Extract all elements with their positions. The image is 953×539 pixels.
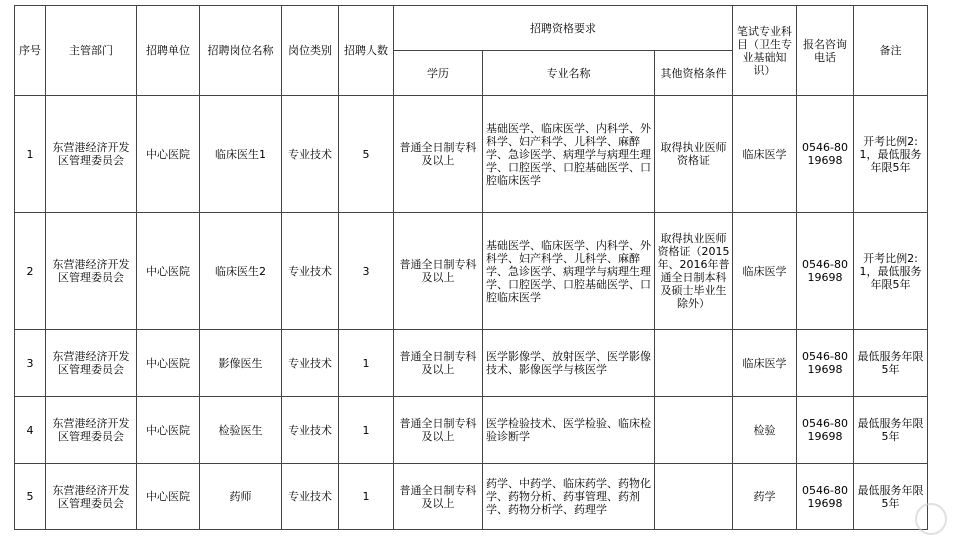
cell-other [655,464,733,530]
cell-remarks: 最低服务年限5年 [854,397,928,464]
cell-count: 3 [339,213,394,330]
cell-category: 专业技术 [282,96,339,213]
table-row [15,213,928,330]
cell-major: 医学影像学、放射医学、医学影像技术、影像医学与核医学 [483,330,655,397]
table-row [15,464,928,530]
cell-position: 影像医生 [200,330,282,397]
cell-count: 1 [339,397,394,464]
cell-other: 取得执业医师资格证 [655,96,733,213]
cell-position: 临床医生1 [200,96,282,213]
cell-count: 1 [339,464,394,530]
cell-major: 基础医学、临床医学、内科学、外科学、妇产科学、儿科学、麻醉学、急诊医学、病理学与病理生理学、口腔医学、口腔基础医学、口腔临床医学 [483,96,655,213]
cell-count: 5 [339,96,394,213]
header-seq: 序号 [15,6,46,96]
cell-remarks: 开考比例2:1，最低服务年限5年 [854,213,928,330]
header-major: 专业名称 [483,51,655,96]
cell-unit: 中心医院 [137,330,200,397]
cell-education: 普通全日制专科及以上 [394,464,483,530]
cell-phone: 0546-8019698 [797,397,854,464]
cell-count: 1 [339,330,394,397]
cell-phone: 0546-8019698 [797,96,854,213]
table-body [15,96,928,530]
cell-other [655,330,733,397]
cell-remarks: 最低服务年限5年 [854,330,928,397]
cell-education: 普通全日制专科及以上 [394,213,483,330]
header-exam: 笔试专业科目（卫生专业基础知识） [733,6,797,96]
table-row [15,96,928,213]
cell-major: 基础医学、临床医学、内科学、外科学、妇产科学、儿科学、麻醉学、急诊医学、病理学与病理生理学、口腔医学、口腔基础医学、口腔临床医学 [483,213,655,330]
cell-other: 取得执业医师资格证（2015年、2016年普通全日制本科及硕士毕业生除外） [655,213,733,330]
cell-other [655,397,733,464]
cell-unit: 中心医院 [137,397,200,464]
header-count: 招聘人数 [339,6,394,96]
cell-education: 普通全日制专科及以上 [394,330,483,397]
cell-seq: 1 [15,96,46,213]
watermark-logo [915,503,947,535]
cell-remarks: 最低服务年限5年 [854,464,928,530]
header-other: 其他资格条件 [655,51,733,96]
cell-department: 东营港经济开发区管理委员会 [46,397,137,464]
header-position: 招聘岗位名称 [200,6,282,96]
cell-exam: 临床医学 [733,96,797,213]
cell-remarks: 开考比例2:1，最低服务年限5年 [854,96,928,213]
table-row [15,397,928,464]
cell-major: 药学、中药学、临床药学、药物化学、药物分析、药事管理、药剂学、药物分析学、药理学 [483,464,655,530]
header-unit: 招聘单位 [137,6,200,96]
cell-phone: 0546-8019698 [797,213,854,330]
cell-exam: 检验 [733,397,797,464]
cell-phone: 0546-8019698 [797,464,854,530]
cell-exam: 临床医学 [733,213,797,330]
cell-position: 药师 [200,464,282,530]
header-category: 岗位类别 [282,6,339,96]
cell-major: 医学检验技术、医学检验、临床检验诊断学 [483,397,655,464]
header-row [15,6,928,51]
header-remarks: 备注 [854,6,928,96]
cell-phone: 0546-8019698 [797,330,854,397]
table-row [15,330,928,397]
cell-seq: 2 [15,213,46,330]
recruitment-table [14,5,928,530]
cell-education: 普通全日制专科及以上 [394,397,483,464]
cell-seq: 4 [15,397,46,464]
cell-position: 临床医生2 [200,213,282,330]
cell-seq: 3 [15,330,46,397]
cell-category: 专业技术 [282,397,339,464]
cell-education: 普通全日制专科及以上 [394,96,483,213]
cell-unit: 中心医院 [137,213,200,330]
cell-unit: 中心医院 [137,464,200,530]
cell-unit: 中心医院 [137,96,200,213]
cell-department: 东营港经济开发区管理委员会 [46,96,137,213]
cell-exam: 临床医学 [733,330,797,397]
cell-exam: 药学 [733,464,797,530]
header-education: 学历 [394,51,483,96]
cell-seq: 5 [15,464,46,530]
header-phone: 报名咨询电话 [797,6,854,96]
cell-category: 专业技术 [282,213,339,330]
cell-department: 东营港经济开发区管理委员会 [46,464,137,530]
header-department: 主管部门 [46,6,137,96]
cell-category: 专业技术 [282,330,339,397]
cell-category: 专业技术 [282,464,339,530]
cell-department: 东营港经济开发区管理委员会 [46,213,137,330]
cell-department: 东营港经济开发区管理委员会 [46,330,137,397]
header-requirements: 招聘资格要求 [394,6,733,51]
cell-position: 检验医生 [200,397,282,464]
